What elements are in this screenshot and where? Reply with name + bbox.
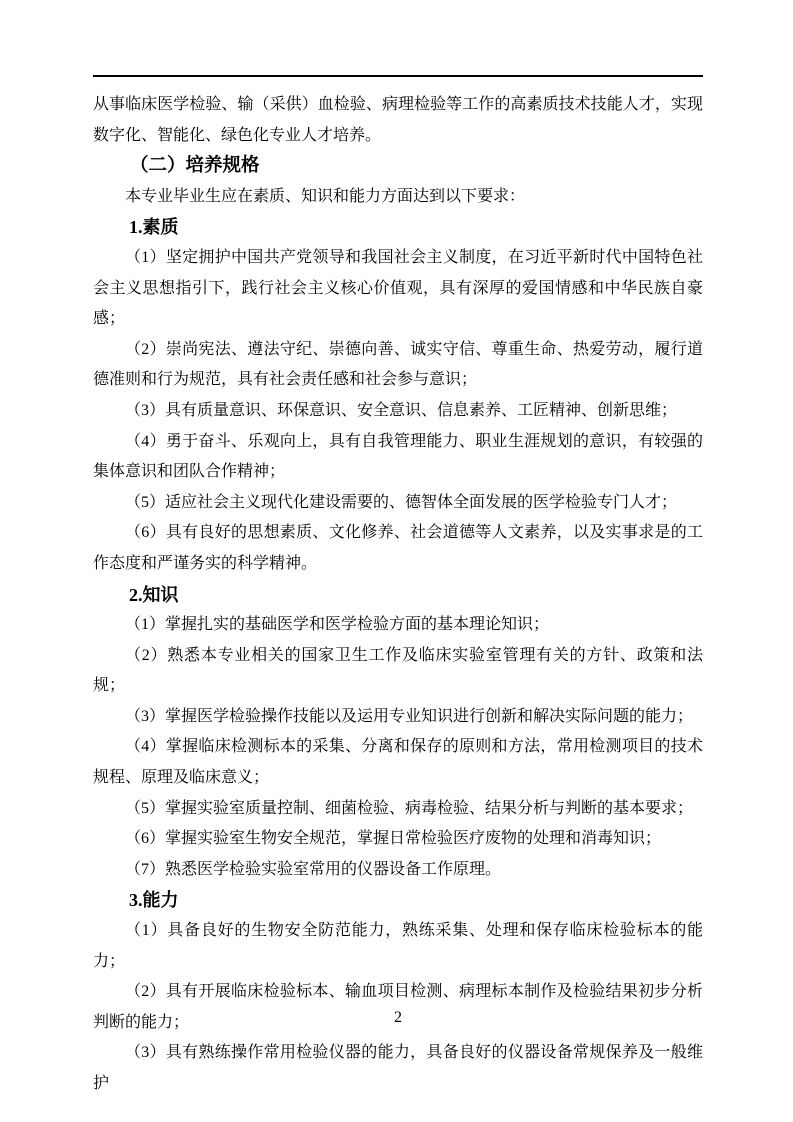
ability-item-3: （3）具有熟练操作常用检验仪器的能力，具备良好的仪器设备常规保养及一般维护 [93,1044,703,1092]
quality-item-6: （6）具有良好的思想素质、文化修养、社会道德等人文素养，以及实事求是的工作态度和严谨务实的科学精神。 [93,524,703,572]
subsection-heading-quality: 1.素质 [129,217,179,238]
knowledge-item-1: （1）掌握扎实的基础医学和医学检验方面的基本理论知识； [125,616,550,634]
knowledge-item-7: （7）熟悉医学检验实验室常用的仪器设备工作原理。 [125,860,502,878]
paragraph-intro-continuation: 从事临床医学检验、输（采供）血检验、病理检验等工作的高素质技术技能人才，实现数字化、智能化、绿色化专业人才培养。 [93,96,703,144]
section-heading-training-specifications: （二）培养规格 [130,156,260,177]
document-body [93,90,703,1100]
knowledge-item-6: （6）掌握实验室生物安全规范，掌握日常检验医疗废物的处理和消毒知识； [125,830,662,848]
page-number: 2 [394,1009,402,1026]
knowledge-item-5: （5）掌握实验室质量控制、细菌检验、病毒检验、结果分析与判断的基本要求； [125,799,694,817]
ability-item-2: （2）具有开展临床检验标本、输血项目检测、病理标本制作及检验结果初步分析判断的能力； [93,983,703,1031]
ability-item-1: （1）具备良好的生物安全防范能力，熟练采集、处理和保存临床检验标本的能力； [93,922,703,970]
subsection-heading-ability: 3.能力 [129,890,179,911]
quality-item-1: （1）坚定拥护中国共产党领导和我国社会主义制度，在习近平新时代中国特色社会主义思想指引下，践行社会主义核心价值观，具有深厚的爱国情感和中华民族自豪感； [93,248,703,328]
quality-item-4: （4）勇于奋斗、乐观向上，具有自我管理能力、职业生涯规划的意识，有较强的集体意识和团队合作精神； [93,432,703,481]
knowledge-item-4: （4）掌握临床检测标本的采集、分离和保存的原则和方法，常用检测项目的技术规程、原理及临床意义； [93,738,703,787]
subsection-heading-knowledge: 2.知识 [129,584,179,605]
quality-item-3: （3）具有质量意识、环保意识、安全意识、信息素养、工匠精神、创新思维； [125,401,678,419]
knowledge-item-2: （2）熟悉本专业相关的国家卫生工作及临床实验室管理有关的方针、政策和法规； [93,646,703,695]
quality-item-2: （2）崇尚宪法、遵法守纪、崇德向善、诚实守信、尊重生命、热爱劳动，履行道德准则和行为规范，具有社会责任感和社会参与意识； [93,340,703,389]
page-footer [93,1006,703,1030]
header-rule [93,75,703,77]
paragraph-section-lead: 本专业毕业生应在素质、知识和能力方面达到以下要求： [125,187,526,205]
knowledge-item-3: （3）掌握医学检验操作技能以及运用专业知识进行创新和解决实际问题的能力； [125,707,694,725]
quality-item-5: （5）适应社会主义现代化建设需要的、德智体全面发展的医学检验专门人才； [125,493,678,511]
